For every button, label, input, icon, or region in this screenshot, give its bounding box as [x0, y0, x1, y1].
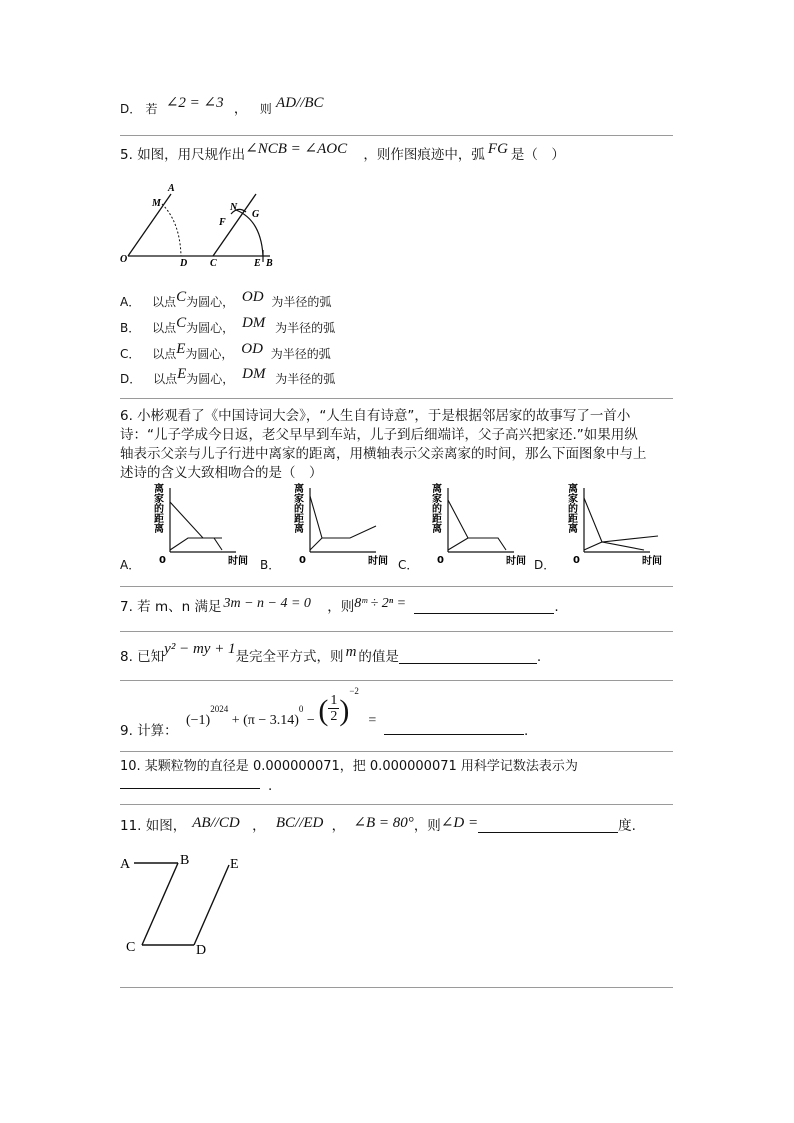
label-m: M	[152, 198, 161, 209]
q6-line-4: 述诗的含义大致相吻合的是（ ）	[120, 465, 323, 481]
divider	[120, 751, 673, 752]
y-axis-label-char: 离	[568, 484, 578, 495]
label-g: G	[252, 209, 260, 220]
question-end: .	[536, 649, 542, 665]
option-text: 为圆心，	[186, 372, 235, 386]
question-expr: y² − my + 1	[164, 641, 236, 657]
option-text: 以点	[153, 372, 178, 386]
y-axis-label-char: 家	[294, 494, 304, 505]
y-axis-label-char: 的	[568, 504, 578, 515]
divider	[120, 804, 673, 805]
label-d: D	[180, 258, 188, 269]
graph-line	[310, 496, 376, 538]
q6-option-a[interactable]: A．	[120, 558, 141, 572]
question-end: .	[554, 599, 559, 615]
graph-line	[584, 542, 644, 550]
equals-sign: =	[368, 713, 377, 728]
question-text: 如图，用尺规作出	[137, 147, 246, 163]
origin-label: 0	[299, 555, 306, 566]
x-axis-label: 时间	[228, 556, 248, 567]
graph-line	[584, 498, 658, 542]
option-point: C	[176, 315, 187, 331]
q6-graph	[562, 482, 672, 568]
q6-line-1: 6. 小彬观看了《中国诗词大会》，“人生自有诗意”，于是根据邻居家的故事写了一首小	[120, 408, 631, 424]
answer-blank[interactable]	[478, 818, 618, 833]
option-segment: DM	[241, 315, 266, 331]
question-expr: 8ᵐ ÷ 2ⁿ =	[354, 596, 407, 611]
expr-part: (−1)	[186, 713, 211, 728]
option-point: C	[176, 289, 187, 305]
ray-oa	[128, 194, 171, 256]
q9-label: 9. 计算：	[120, 723, 178, 739]
q7-stem	[120, 598, 559, 617]
condition-expr: BC//ED	[275, 815, 324, 831]
y-axis-label-char: 离	[294, 484, 304, 495]
question-text: ，则	[327, 599, 355, 615]
question-end: 度.	[618, 818, 636, 834]
x-axis-label: 时间	[368, 556, 388, 567]
condition-expr: ∠2 = ∠3	[165, 95, 224, 111]
label-n: N	[230, 202, 238, 213]
question-text: ，则	[413, 818, 441, 834]
question-text: 8. 已知	[120, 649, 165, 665]
q6-graph	[426, 482, 536, 568]
y-axis-label-char: 的	[432, 504, 442, 515]
y-axis-label-char: 离	[432, 524, 442, 535]
answer-blank[interactable]	[120, 774, 260, 789]
option-label: C．	[120, 347, 141, 361]
graph-line	[170, 502, 222, 538]
question-text: ，则作图痕迹中，弧	[363, 147, 485, 163]
paren-fraction	[318, 688, 359, 726]
divider	[120, 586, 673, 587]
origin-label: 0	[573, 555, 580, 566]
divider	[120, 680, 673, 681]
fraction	[328, 693, 339, 724]
condition-expr: ∠B = 80°	[353, 815, 414, 831]
graph-line	[448, 538, 468, 550]
label-e: E	[254, 258, 261, 269]
option-segment: DM	[242, 366, 266, 382]
answer-blank[interactable]	[414, 599, 554, 614]
divider	[120, 987, 673, 988]
y-axis-label-char: 离	[154, 524, 164, 535]
option-text: 以点	[152, 321, 177, 335]
label-d: D	[196, 943, 207, 958]
question-text: 7. 若 m、n 满足	[120, 599, 222, 615]
option-text: 以点	[152, 295, 177, 309]
condition-expr: AB//CD	[192, 815, 240, 831]
x-axis-label: 时间	[506, 556, 526, 567]
graph-line	[170, 538, 222, 550]
option-text: 为圆心，	[186, 321, 235, 335]
q9-end: .	[524, 723, 529, 739]
q4-option-d	[120, 95, 324, 118]
question-number: 5.	[120, 147, 133, 163]
expr-part: + (π − 3.14)	[231, 713, 299, 728]
question-text: 11. 如图，	[120, 818, 187, 834]
q6-graph	[288, 482, 398, 568]
y-axis-label-char: 家	[154, 494, 164, 505]
y-axis-label-char: 距	[154, 514, 164, 525]
answer-expr: ∠D =	[440, 815, 479, 831]
q6-line-3: 轴表示父亲与儿子行进中离家的距离，用横轴表示父亲离家的时间，那么下面图象中与上	[120, 446, 647, 462]
label-c: C	[210, 258, 217, 269]
question-expr: ∠NCB = ∠AOC	[245, 141, 348, 157]
question-var: m	[345, 644, 357, 660]
segment-de	[194, 865, 229, 945]
divider	[120, 631, 673, 632]
right-paren: )	[339, 694, 350, 727]
conclusion-expr: AD//BC	[276, 95, 324, 111]
label-e: E	[230, 857, 239, 872]
q11-figure	[118, 848, 258, 958]
arc-md	[162, 204, 181, 256]
origin-label: 0	[437, 555, 444, 566]
label-f: F	[219, 217, 226, 228]
option-label: B．	[120, 321, 141, 335]
question-text: 是完全平方式，则	[235, 649, 344, 665]
label-a: A	[168, 183, 175, 194]
y-axis-label-char: 家	[432, 494, 442, 505]
option-label: A．	[120, 295, 141, 309]
origin-label: 0	[159, 555, 166, 566]
label-o: O	[120, 254, 128, 265]
q5-figure	[118, 180, 278, 270]
separator: ，	[331, 818, 346, 834]
y-axis-label-char: 离	[294, 524, 304, 535]
option-segment: OD	[241, 341, 263, 357]
option-point: E	[176, 341, 186, 357]
option-text: 为半径的弧	[270, 347, 331, 361]
y-axis-label-char: 距	[432, 514, 442, 525]
fraction-denominator: 2	[330, 709, 338, 725]
y-axis-label-char: 离	[432, 484, 442, 495]
q8-stem	[120, 641, 542, 666]
q5-stem	[120, 141, 565, 164]
label-b: B	[266, 258, 273, 269]
answer-blank[interactable]	[399, 649, 537, 664]
option-prefix: 若	[145, 102, 158, 116]
y-axis-label-char: 距	[294, 514, 304, 525]
q6-option-c[interactable]: C．	[398, 558, 419, 572]
q6-option-b[interactable]: B．	[260, 558, 281, 572]
q6-graph	[148, 482, 258, 568]
option-text: 为半径的弧	[275, 372, 336, 386]
exponent: 0	[298, 704, 304, 715]
q11-stem	[120, 817, 636, 835]
q5-option-c[interactable]	[120, 341, 331, 363]
option-text: 为圆心，	[186, 295, 235, 309]
fraction-numerator: 1	[330, 693, 338, 709]
y-axis-label-char: 离	[568, 524, 578, 535]
label-c: C	[126, 940, 136, 955]
q5-option-b[interactable]	[120, 315, 336, 337]
q6-line-2: 诗：“儿子学成今日返，老父早早到车站，儿子到后细端详，父子高兴把家还.”如果用纵	[120, 427, 638, 443]
option-point: E	[177, 366, 187, 382]
option-text: 以点	[152, 347, 177, 361]
option-text: 为圆心，	[185, 347, 234, 361]
graph-line	[310, 538, 322, 550]
arc-name: FG	[487, 141, 508, 157]
divider	[120, 135, 673, 136]
q10-end: .	[268, 778, 273, 794]
x-axis-label: 时间	[642, 556, 662, 567]
option-then: 则	[259, 102, 272, 116]
y-axis-label-char: 家	[568, 494, 578, 505]
q5-option-d[interactable]	[120, 366, 336, 388]
option-segment: OD	[241, 289, 264, 305]
separator: ，	[252, 818, 266, 834]
label-a: A	[120, 857, 131, 872]
question-text: 是（ ）	[510, 147, 565, 163]
label-b: B	[180, 853, 190, 868]
option-label: D．	[120, 102, 142, 116]
option-text: 为半径的弧	[271, 295, 332, 309]
question-text: 的值是	[358, 649, 399, 665]
divider	[120, 398, 673, 399]
q10-line-1: 10. 某颗粒物的直径是 0.000000071，把 0.000000071 用科学记数法表示为	[120, 759, 578, 774]
y-axis-label-char: 的	[294, 504, 304, 515]
y-axis-label-char: 离	[154, 484, 164, 495]
answer-blank[interactable]	[384, 720, 524, 735]
y-axis-label-char: 距	[568, 514, 578, 525]
separator: ，	[233, 101, 248, 117]
q6-option-d[interactable]: D．	[534, 558, 556, 572]
question-expr: 3m − n − 4 = 0	[223, 596, 311, 611]
option-text: 为半径的弧	[275, 321, 336, 335]
exponent: −2	[349, 686, 359, 697]
option-label: D．	[120, 372, 142, 386]
y-axis-label-char: 的	[154, 504, 164, 515]
left-paren: (	[318, 694, 329, 727]
expr-part: −	[306, 713, 315, 728]
q9-expression	[186, 688, 376, 728]
q5-option-a[interactable]	[120, 289, 332, 311]
exponent: 2024	[210, 704, 229, 715]
segment-bc	[142, 863, 178, 945]
graph-line	[448, 500, 506, 550]
